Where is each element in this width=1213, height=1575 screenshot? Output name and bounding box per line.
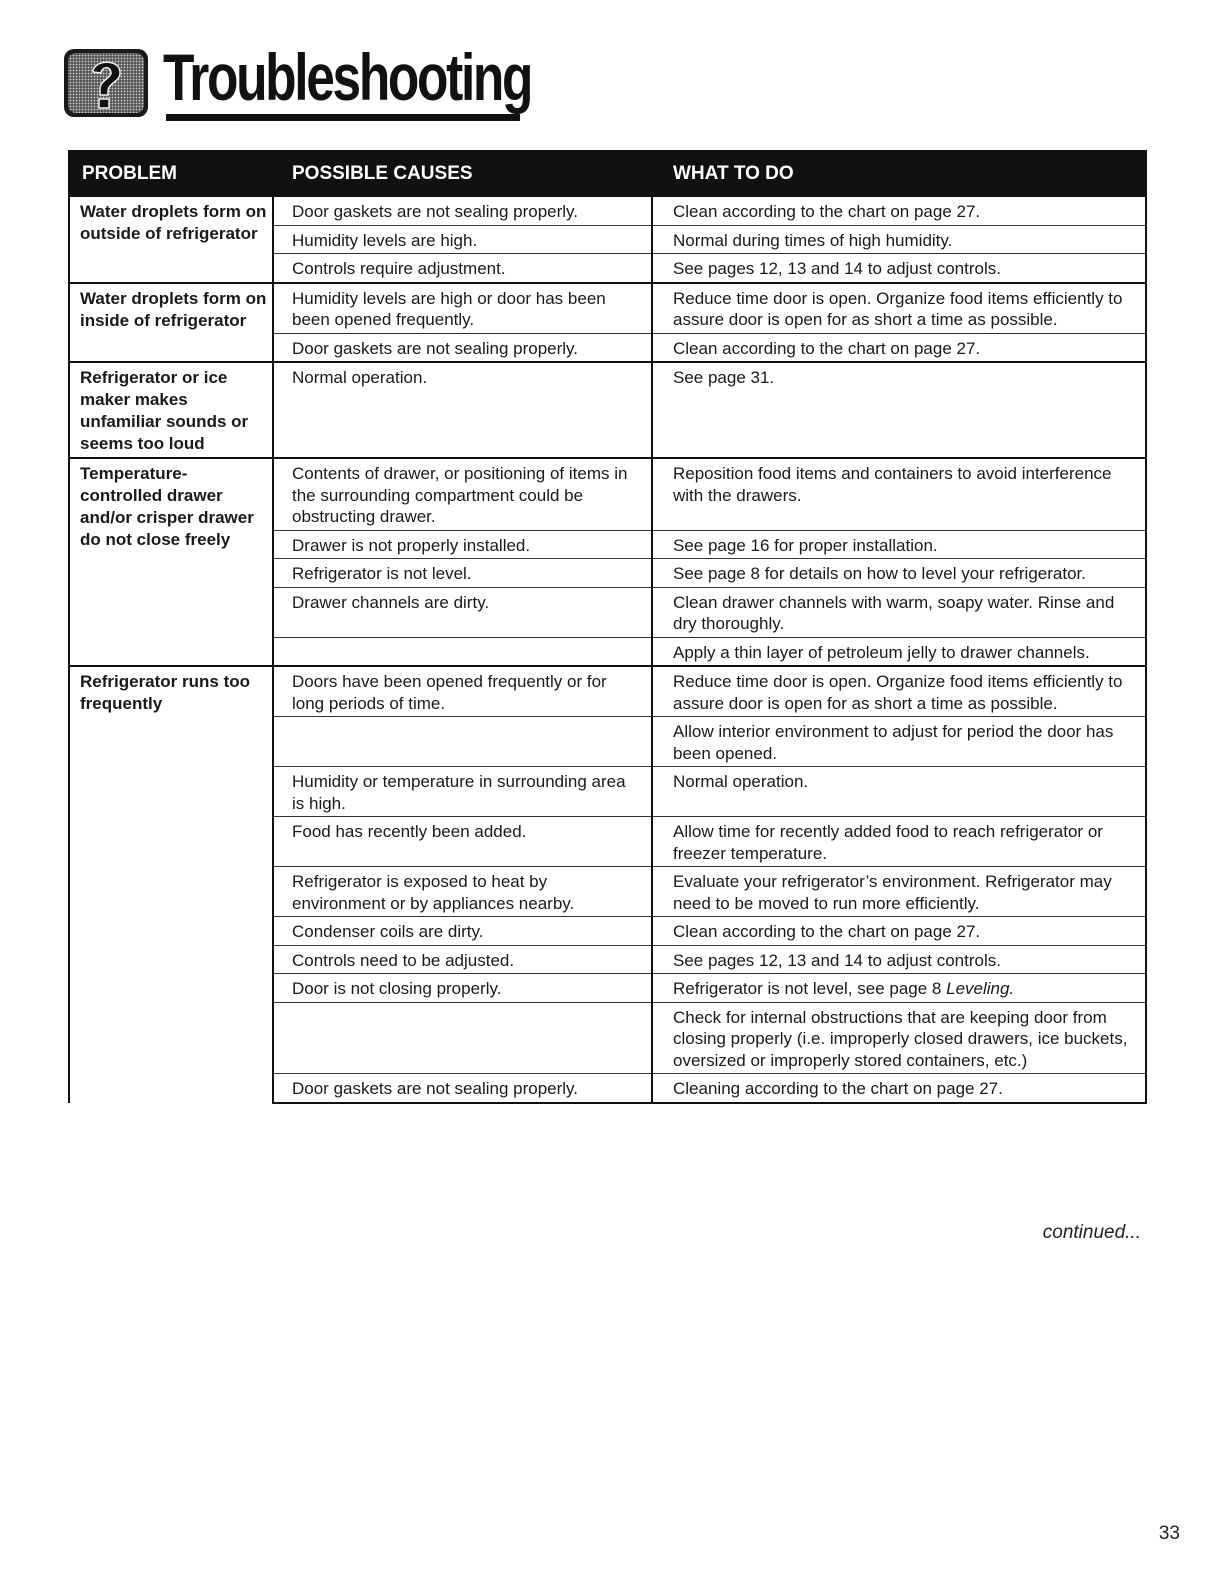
problem-cell: Refrigerator or ice maker makes unfamiliar sounds or seems too loud	[69, 362, 273, 458]
what-to-do-cell: Clean drawer channels with warm, soapy water. Rinse and dry thoroughly.	[652, 587, 1146, 637]
what-to-do-emphasis: Leveling.	[946, 979, 1015, 998]
what-to-do-cell: Evaluate your refrigerator’s environment. Refrigerator may need to be moved to run more efficiently.	[652, 867, 1146, 917]
what-to-do-cell: Reduce time door is open. Organize food items efficiently to assure door is open for as short a time as possible.	[652, 666, 1146, 717]
what-to-do-cell: Reduce time door is open. Organize food items efficiently to assure door is open for as short a time as possible.	[652, 283, 1146, 334]
what-to-do-cell	[652, 974, 1146, 1003]
cause-cell: Refrigerator is exposed to heat by environment or by appliances nearby.	[273, 867, 652, 917]
header-what-to-do: WHAT TO DO	[652, 151, 1146, 196]
what-to-do-cell: Check for internal obstructions that are keeping door from closing properly (i.e. improperly closed drawers, ice buckets, oversized or improperly stored containers, etc.)	[652, 1002, 1146, 1074]
problem-cell: Temperature-controlled drawer and/or crisper drawer do not close freely	[69, 458, 273, 666]
table-row	[69, 362, 1146, 458]
what-to-do-cell: See page 16 for proper installation.	[652, 530, 1146, 559]
what-to-do-cell: See pages 12, 13 and 14 to adjust controls.	[652, 945, 1146, 974]
cause-cell: Humidity levels are high or door has been been opened frequently.	[273, 283, 652, 334]
cause-cell	[273, 637, 652, 666]
cause-cell: Door is not closing properly.	[273, 974, 652, 1003]
what-to-do-cell: Normal operation.	[652, 767, 1146, 817]
cause-cell: Door gaskets are not sealing properly.	[273, 1074, 652, 1103]
what-to-do-cell: Cleaning according to the chart on page 27.	[652, 1074, 1146, 1103]
page-number: 33	[1158, 1523, 1180, 1544]
cause-cell	[273, 1002, 652, 1074]
cause-cell: Contents of drawer, or positioning of items in the surrounding compartment could be obstructing drawer.	[273, 458, 652, 530]
cause-cell: Food has recently been added.	[273, 817, 652, 867]
what-to-do-cell: Clean according to the chart on page 27.	[652, 196, 1146, 225]
cause-cell: Doors have been opened frequently or for long periods of time.	[273, 666, 652, 717]
table-body	[69, 196, 1146, 1103]
table-row	[69, 196, 1146, 225]
what-to-do-text: Refrigerator is not level, see page 8	[673, 979, 942, 998]
header-possible-causes: POSSIBLE CAUSES	[273, 151, 652, 196]
cause-cell: Condenser coils are dirty.	[273, 917, 652, 946]
what-to-do-cell: Apply a thin layer of petroleum jelly to drawer channels.	[652, 637, 1146, 666]
troubleshooting-table-container	[68, 150, 1145, 1104]
cause-cell: Drawer is not properly installed.	[273, 530, 652, 559]
cause-cell: Door gaskets are not sealing properly.	[273, 196, 652, 225]
what-to-do-cell: Allow interior environment to adjust for period the door has been opened.	[652, 717, 1146, 767]
table-row	[69, 283, 1146, 334]
cause-cell: Door gaskets are not sealing properly.	[273, 333, 652, 362]
cause-cell: Normal operation.	[273, 362, 652, 458]
cause-cell: Controls need to be adjusted.	[273, 945, 652, 974]
continued-note: continued...	[1042, 1222, 1141, 1243]
what-to-do-cell: Clean according to the chart on page 27.	[652, 917, 1146, 946]
question-mark-icon	[63, 48, 149, 118]
title-underline	[166, 114, 520, 121]
cause-cell: Controls require adjustment.	[273, 254, 652, 283]
problem-cell: Water droplets form on outside of refrigerator	[69, 196, 273, 283]
table-header-row	[69, 151, 1146, 196]
cause-cell: Humidity or temperature in surrounding area is high.	[273, 767, 652, 817]
header-problem: PROBLEM	[69, 151, 273, 196]
what-to-do-cell: See pages 12, 13 and 14 to adjust controls.	[652, 254, 1146, 283]
what-to-do-cell: Clean according to the chart on page 27.	[652, 333, 1146, 362]
problem-cell: Water droplets form on inside of refrigerator	[69, 283, 273, 363]
what-to-do-cell: Normal during times of high humidity.	[652, 225, 1146, 254]
what-to-do-cell: See page 8 for details on how to level your refrigerator.	[652, 559, 1146, 588]
what-to-do-cell: See page 31.	[652, 362, 1146, 458]
problem-cell: Refrigerator runs too frequently	[69, 666, 273, 1103]
page-title: Troubleshooting	[163, 40, 532, 114]
cause-cell	[273, 717, 652, 767]
cause-cell: Humidity levels are high.	[273, 225, 652, 254]
troubleshooting-table	[68, 150, 1147, 1104]
table-row	[69, 666, 1146, 717]
cause-cell: Refrigerator is not level.	[273, 559, 652, 588]
page-header	[63, 40, 532, 125]
what-to-do-cell: Reposition food items and containers to avoid interference with the drawers.	[652, 458, 1146, 530]
table-row	[69, 458, 1146, 530]
what-to-do-cell: Allow time for recently added food to reach refrigerator or freezer temperature.	[652, 817, 1146, 867]
cause-cell: Drawer channels are dirty.	[273, 587, 652, 637]
